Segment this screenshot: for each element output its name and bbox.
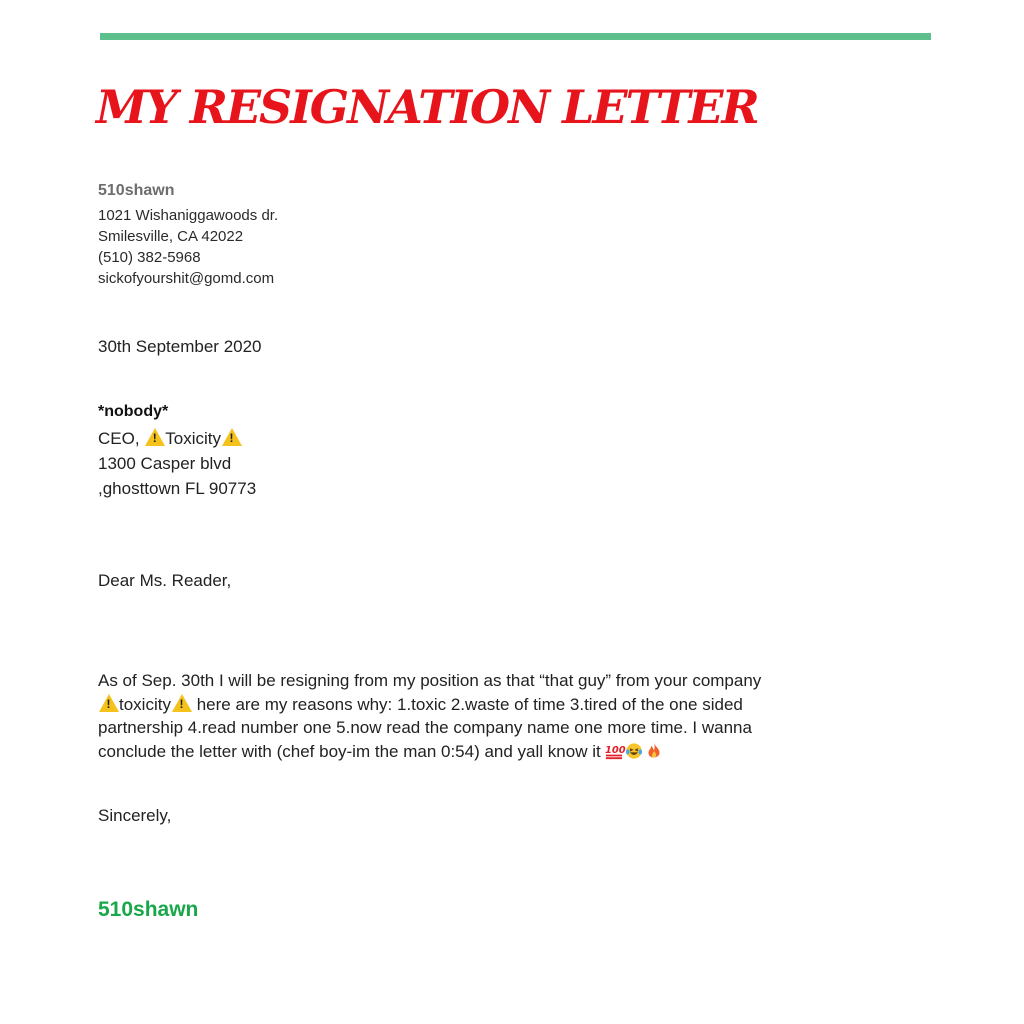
body-part2: here are my reasons why: 1.toxic 2.waste of time 3.tired of the one sided partnership 4.read number one 5.now read the company name one more time. I wanna conclude the letter with (chef boy-im the man 0:54) and yall know it: [98, 694, 752, 761]
sender-address-line2: Smilesville, CA 42022: [98, 228, 244, 245]
recipient-block: [98, 399, 256, 501]
letter-date: 30th September 2020: [98, 337, 262, 356]
sender-phone: (510) 382-5968: [98, 249, 201, 266]
body-company: toxicity: [119, 694, 171, 714]
sender-address-line1: 1021 Wishaniggawoods dr.: [98, 207, 279, 224]
page-title: MY RESIGNATION LETTER: [96, 80, 758, 134]
sender-name: 510shawn: [98, 182, 175, 199]
salutation: Dear Ms. Reader,: [98, 571, 232, 590]
recipient-address-line1: 1300 Casper blvd: [98, 454, 232, 473]
recipient-name: *nobody*: [98, 403, 169, 420]
warning-icon: !: [98, 694, 119, 712]
recipient-title-prefix: CEO,: [98, 429, 145, 448]
recipient-title-line: [98, 426, 256, 451]
fire-icon: [645, 742, 663, 760]
svg-text:100: 100: [605, 744, 627, 756]
warning-icon: !: [221, 428, 242, 446]
body-part1: As of Sep. 30th I will be resigning from my position as that “that guy” from your company: [98, 671, 762, 690]
recipient-company: Toxicity: [165, 429, 222, 448]
hundred-points-icon: [605, 742, 627, 760]
header-rule: [100, 33, 931, 40]
laughing-tears-icon: [625, 742, 643, 760]
sender-block: [98, 180, 278, 289]
recipient-address-line2: ,ghosttown FL 90773: [98, 479, 257, 498]
warning-icon: !: [144, 428, 165, 446]
signature: 510shawn: [98, 898, 199, 921]
warning-icon: !: [171, 694, 192, 712]
letter-body: [98, 669, 778, 763]
sender-email: sickofyourshit@gomd.com: [98, 270, 275, 287]
closing: Sincerely,: [98, 806, 172, 825]
